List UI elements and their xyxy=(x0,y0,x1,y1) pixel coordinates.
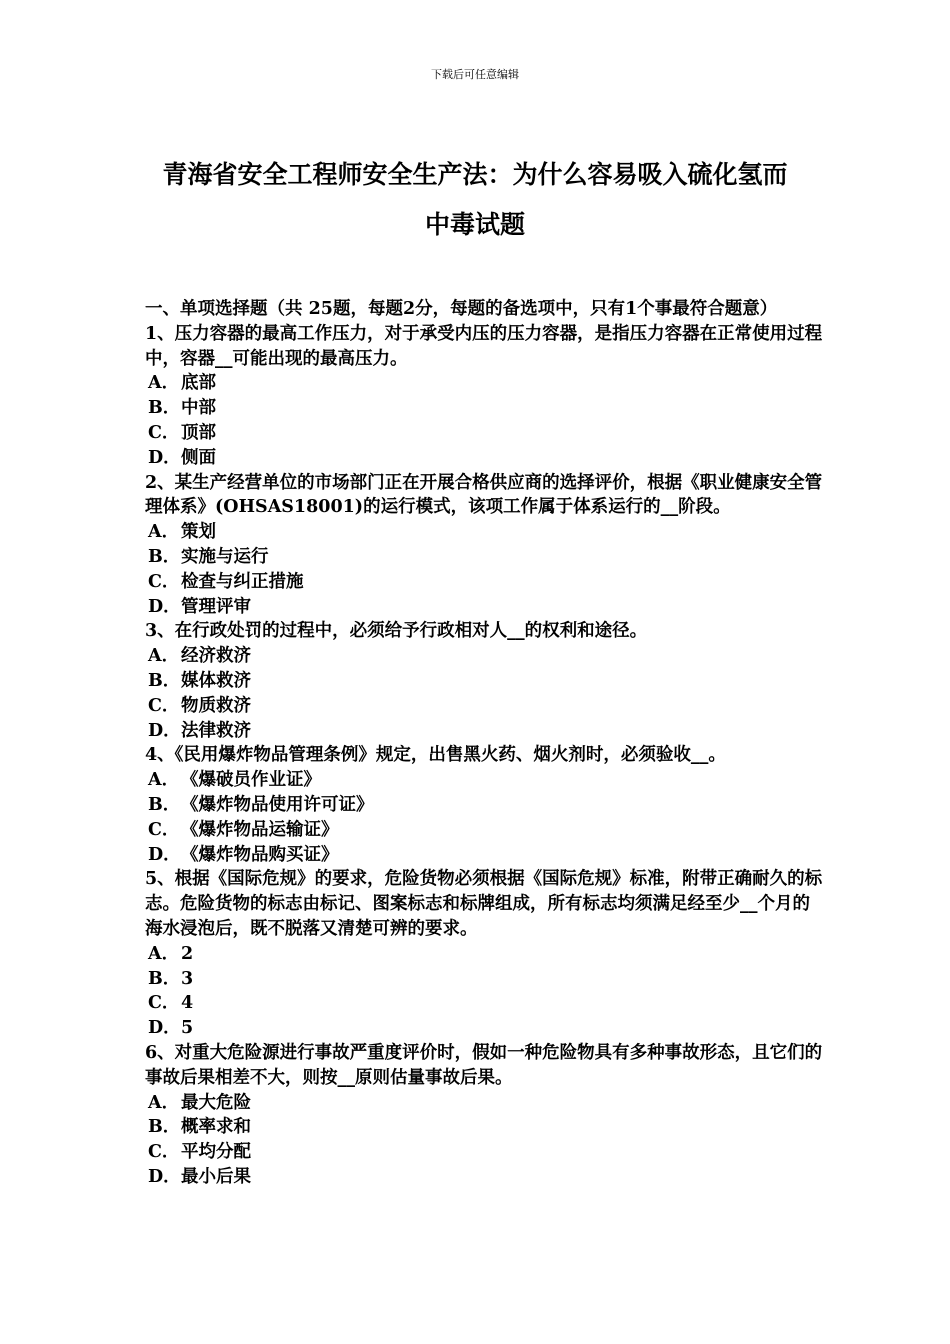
option-letter: B． xyxy=(148,546,181,567)
option-text: 最小后果 xyxy=(181,1166,251,1187)
option-d xyxy=(145,446,825,471)
option-letter: D． xyxy=(148,720,181,741)
option-letter: B． xyxy=(148,794,181,815)
option-text: 策划 xyxy=(181,522,216,543)
question-3 xyxy=(145,619,825,743)
question-text: 6、对重大危险源进行事故严重度评价时，假如一种危险物具有多种事故形态，且它们的事故后果相差不大，则按__原则估量事故后果。 xyxy=(145,1042,823,1088)
question-6 xyxy=(145,1041,825,1190)
option-c xyxy=(145,818,825,843)
option-letter: C． xyxy=(148,819,180,840)
option-letter: C． xyxy=(148,571,180,592)
option-text: 底部 xyxy=(181,373,216,394)
option-b xyxy=(145,396,825,421)
question-text: 1、压力容器的最高工作压力，对于承受内压的压力容器，是指压力容器在正常使用过程中，容器__可能出现的最高压力。 xyxy=(145,323,823,369)
option-text: 中部 xyxy=(181,398,216,419)
option-d xyxy=(145,843,825,868)
option-b xyxy=(145,1115,825,1140)
option-text: 侧面 xyxy=(181,447,216,468)
question-text: 2、某生产经营单位的市场部门正在开展合格供应商的选择评价，根据《职业健康安全管理体系》(OHSAS18001)的运行模式，该项工作属于体系运行的__阶段。 xyxy=(145,472,823,518)
option-letter: C． xyxy=(148,422,180,443)
option-text: 概率求和 xyxy=(181,1117,251,1138)
option-letter: D． xyxy=(148,1018,181,1039)
option-text: 经济救济 xyxy=(181,646,251,667)
option-letter: D． xyxy=(148,596,181,617)
option-text: 法律救济 xyxy=(181,720,251,741)
option-text: 《爆炸物品购买证》 xyxy=(181,844,339,865)
section-heading: 一、单项选择题（共 25题，每题2分，每题的备选项中，只有1个事最符合题意） xyxy=(145,299,778,319)
option-a xyxy=(145,371,825,396)
option-letter: B． xyxy=(148,670,181,691)
option-text: 检查与纠正措施 xyxy=(181,571,304,592)
option-letter: A． xyxy=(148,522,180,543)
option-text: 最大危险 xyxy=(181,1092,251,1113)
option-letter: D． xyxy=(148,1166,181,1187)
title-line-2: 中毒试题 xyxy=(424,210,525,239)
option-letter: C． xyxy=(148,993,180,1014)
option-d xyxy=(145,1165,825,1190)
option-letter: C． xyxy=(148,695,180,716)
question-2 xyxy=(145,471,825,620)
option-letter: B． xyxy=(148,398,181,419)
header-note: 下载后可任意编辑 xyxy=(431,68,519,81)
option-a xyxy=(145,520,825,545)
option-text: 顶部 xyxy=(181,422,216,443)
option-letter: A． xyxy=(148,770,180,791)
option-a xyxy=(145,1091,825,1116)
option-letter: D． xyxy=(148,447,181,468)
option-c xyxy=(145,1140,825,1165)
option-letter: A． xyxy=(148,1092,180,1113)
option-c xyxy=(145,991,825,1016)
option-text: 2 xyxy=(181,943,194,964)
option-a xyxy=(145,768,825,793)
option-text: 物质救济 xyxy=(181,695,251,716)
option-text: 实施与运行 xyxy=(181,546,269,567)
option-b xyxy=(145,793,825,818)
option-d xyxy=(145,1016,825,1041)
option-d xyxy=(145,719,825,744)
question-text: 4、《民用爆炸物品管理条例》规定，出售黑火药、烟火剂时，必须验收__。 xyxy=(145,745,726,766)
option-text: 《爆炸物品运输证》 xyxy=(181,819,339,840)
exam-content xyxy=(145,297,825,1190)
question-text: 3、在行政处罚的过程中，必须给予行政相对人__的权利和途径。 xyxy=(145,621,648,642)
option-c xyxy=(145,694,825,719)
option-text: 媒体救济 xyxy=(181,670,251,691)
option-letter: B． xyxy=(148,1117,181,1138)
option-letter: C． xyxy=(148,1142,180,1163)
option-c xyxy=(145,421,825,446)
question-4 xyxy=(145,743,825,867)
option-text: 5 xyxy=(181,1018,194,1039)
option-text: 3 xyxy=(181,968,194,989)
option-b xyxy=(145,545,825,570)
option-text: 《爆炸物品使用许可证》 xyxy=(181,794,374,815)
option-letter: A． xyxy=(148,373,180,394)
option-text: 平均分配 xyxy=(181,1142,251,1163)
question-text: 5、根据《国际危规》的要求，危险货物必须根据《国际危规》标准，附带正确耐久的标志。危险货物的标志由标记、图案标志和标牌组成，所有标志均须满足经至少__个月的海水浸泡后，既不脱落又清楚可辨的要求。 xyxy=(145,869,823,939)
option-d xyxy=(145,595,825,620)
question-1 xyxy=(145,322,825,471)
option-text: 4 xyxy=(181,993,194,1014)
option-b xyxy=(145,669,825,694)
option-c xyxy=(145,570,825,595)
document-title xyxy=(120,150,830,250)
option-text: 《爆破员作业证》 xyxy=(181,770,321,791)
option-letter: B． xyxy=(148,968,181,989)
title-line-1: 青海省安全工程师安全生产法：为什么容易吸入硫化氢而 xyxy=(162,160,788,189)
option-text: 管理评审 xyxy=(181,596,251,617)
option-letter: D． xyxy=(148,844,181,865)
question-5 xyxy=(145,867,825,1041)
option-letter: A． xyxy=(148,646,180,667)
option-letter: A． xyxy=(148,943,180,964)
option-a xyxy=(145,644,825,669)
option-b xyxy=(145,967,825,992)
option-a xyxy=(145,942,825,967)
